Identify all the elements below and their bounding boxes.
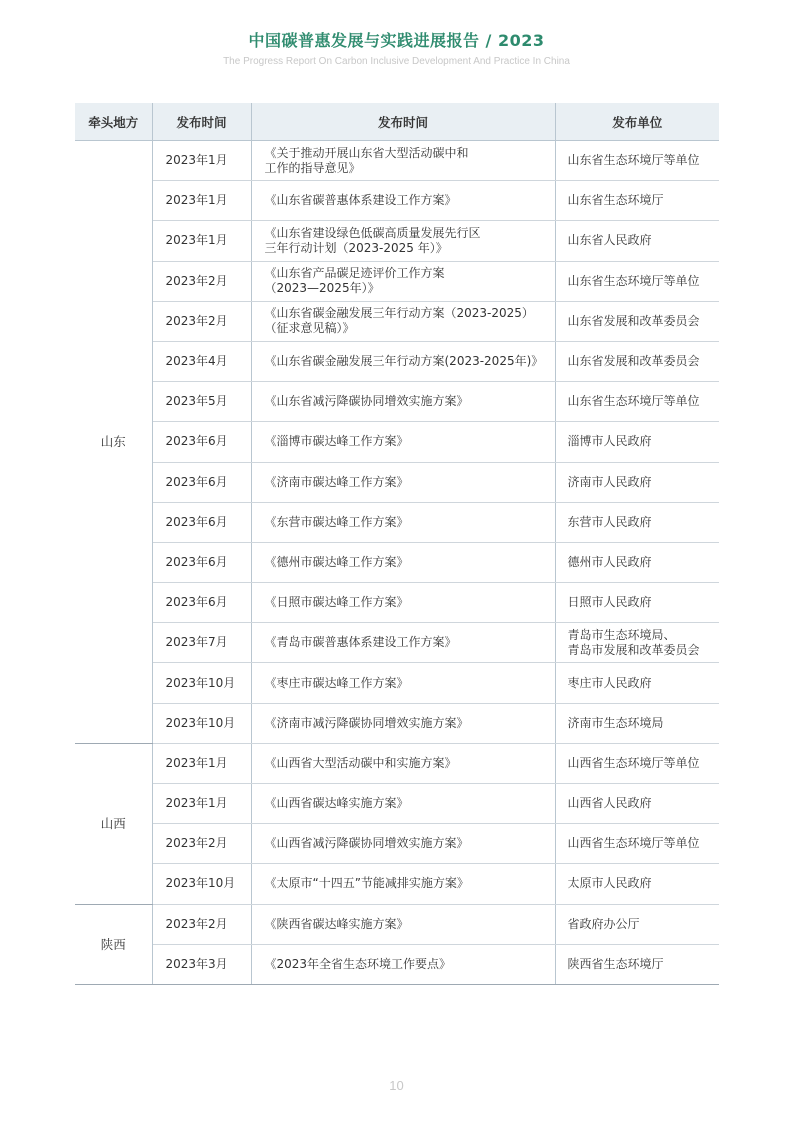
- document-cell: [251, 462, 555, 502]
- unit-cell: [555, 944, 719, 984]
- unit-line: 东营市人民政府: [567, 514, 652, 529]
- unit-cell: [555, 583, 719, 623]
- unit-cell: [555, 623, 719, 663]
- date-cell: 2023年6月: [152, 583, 251, 623]
- document-cell: [251, 944, 555, 984]
- unit-line: 山西省生态环境厅等单位: [567, 755, 700, 770]
- unit-cell: [555, 261, 719, 301]
- unit-cell: [555, 301, 719, 341]
- document-cell: [251, 542, 555, 582]
- table-body: [75, 141, 719, 985]
- document-cell: [251, 382, 555, 422]
- date-cell: 2023年1月: [152, 181, 251, 221]
- unit-line: 山东省生态环境厅等单位: [567, 273, 700, 288]
- date-cell: 2023年5月: [152, 382, 251, 422]
- document-cell: [251, 141, 555, 181]
- document-title-line: 《济南市减污降碳协同增效实施方案》: [264, 715, 469, 730]
- document-title-line: 《淄博市碳达峰工作方案》: [264, 434, 409, 449]
- table-row: [75, 382, 719, 422]
- document-cell: [251, 261, 555, 301]
- date-cell: 2023年6月: [152, 502, 251, 542]
- unit-cell: [555, 824, 719, 864]
- unit-cell: [555, 462, 719, 502]
- table-row: [75, 261, 719, 301]
- unit-cell: [555, 703, 719, 743]
- region-cell: 山西: [75, 743, 152, 904]
- unit-cell: [555, 864, 719, 904]
- document-title-line: 《山东省建设绿色低碳高质量发展先行区: [264, 225, 481, 240]
- unit-cell: [555, 904, 719, 944]
- report-title: 中国碳普惠发展与实践进展报告 / 2023: [248, 31, 545, 50]
- table-row: [75, 341, 719, 381]
- date-cell: 2023年2月: [152, 824, 251, 864]
- unit-line: 青岛市生态环境局、: [567, 627, 676, 642]
- table-row: [75, 141, 719, 181]
- date-cell: 2023年6月: [152, 462, 251, 502]
- table-row: [75, 663, 719, 703]
- document-cell: [251, 583, 555, 623]
- table-row: [75, 944, 719, 984]
- document-title-line: 三年行动计划（2023-2025 年）》: [264, 240, 448, 255]
- document-title-line: 《德州市碳达峰工作方案》: [264, 554, 409, 569]
- unit-cell: [555, 221, 719, 261]
- unit-line: 山东省人民政府: [567, 233, 652, 248]
- document-title-line: 《东营市碳达峰工作方案》: [264, 514, 409, 529]
- document-title-line: 《山东省碳金融发展三年行动方案(2023-2025年)》: [264, 354, 544, 369]
- document-title-line: 《山东省产品碳足迹评价工作方案: [264, 266, 445, 281]
- table-row: [75, 583, 719, 623]
- table-row: [75, 422, 719, 462]
- unit-line: 山西省人民政府: [567, 796, 652, 811]
- document-cell: [251, 502, 555, 542]
- document-title-line: 《济南市碳达峰工作方案》: [264, 474, 409, 489]
- date-cell: 2023年1月: [152, 743, 251, 783]
- report-subtitle: The Progress Report On Carbon Inclusive Development And Practice In China: [223, 56, 570, 67]
- unit-line: 青岛市发展和改革委员会: [567, 642, 700, 657]
- date-cell: 2023年6月: [152, 422, 251, 462]
- document-cell: [251, 663, 555, 703]
- unit-cell: [555, 181, 719, 221]
- unit-line: 济南市生态环境局: [567, 715, 664, 730]
- document-cell: [251, 221, 555, 261]
- policy-table: [75, 103, 719, 985]
- document-cell: [251, 422, 555, 462]
- document-title-line: 《山西省碳达峰实施方案》: [264, 796, 409, 811]
- document-cell: [251, 864, 555, 904]
- table-row: [75, 743, 719, 783]
- unit-line: 陕西省生态环境厅: [567, 956, 664, 971]
- table-row: [75, 221, 719, 261]
- unit-line: 济南市人民政府: [567, 474, 652, 489]
- date-cell: 2023年10月: [152, 703, 251, 743]
- table-row: [75, 462, 719, 502]
- unit-line: 山东省生态环境厅: [567, 193, 664, 208]
- table-row: [75, 542, 719, 582]
- region-cell: 陕西: [75, 904, 152, 984]
- date-cell: 2023年2月: [152, 261, 251, 301]
- document-title-line: 工作的指导意见》: [264, 160, 361, 175]
- date-cell: 2023年2月: [152, 904, 251, 944]
- column-header-date: 发布时间: [152, 103, 251, 141]
- document-title-line: （征求意见稿）》: [264, 321, 355, 336]
- document-cell: [251, 181, 555, 221]
- unit-cell: [555, 743, 719, 783]
- document-title-line: 《日照市碳达峰工作方案》: [264, 595, 409, 610]
- column-header-unit: 发布单位: [555, 103, 719, 141]
- document-title-line: 《山东省碳金融发展三年行动方案（2023-2025）: [264, 306, 534, 321]
- document-title-line: 《青岛市碳普惠体系建设工作方案》: [264, 635, 457, 650]
- unit-cell: [555, 784, 719, 824]
- document-cell: [251, 703, 555, 743]
- document-cell: [251, 784, 555, 824]
- unit-cell: [555, 141, 719, 181]
- document-title-line: 《2023年全省生态环境工作要点》: [264, 956, 452, 971]
- date-cell: 2023年1月: [152, 141, 251, 181]
- column-header-document: 发布时间: [251, 103, 555, 141]
- unit-cell: [555, 542, 719, 582]
- date-cell: 2023年1月: [152, 221, 251, 261]
- date-cell: 2023年1月: [152, 784, 251, 824]
- document-title-line: 《太原市“十四五”节能减排实施方案》: [264, 876, 469, 891]
- table-row: [75, 904, 719, 944]
- document-title-line: 《关于推动开展山东省大型活动碳中和: [264, 145, 469, 160]
- page-header: [0, 30, 793, 69]
- unit-line: 山东省生态环境厅等单位: [567, 153, 700, 168]
- unit-line: 淄博市人民政府: [567, 434, 652, 449]
- document-cell: [251, 824, 555, 864]
- document-title-line: 《枣庄市碳达峰工作方案》: [264, 675, 409, 690]
- page-number: 10: [389, 1078, 404, 1093]
- document-title-line: 《陕西省碳达峰实施方案》: [264, 916, 409, 931]
- table-row: [75, 703, 719, 743]
- table-row: [75, 301, 719, 341]
- unit-cell: [555, 341, 719, 381]
- unit-line: 山西省生态环境厅等单位: [567, 836, 700, 851]
- table-row: [75, 864, 719, 904]
- date-cell: 2023年10月: [152, 864, 251, 904]
- table-row: [75, 784, 719, 824]
- table-row: [75, 824, 719, 864]
- unit-line: 山东省生态环境厅等单位: [567, 394, 700, 409]
- unit-line: 山东省发展和改革委员会: [567, 354, 700, 369]
- document-cell: [251, 301, 555, 341]
- unit-line: 山东省发展和改革委员会: [567, 313, 700, 328]
- date-cell: 2023年7月: [152, 623, 251, 663]
- table-row: [75, 502, 719, 542]
- table-row: [75, 623, 719, 663]
- unit-cell: [555, 502, 719, 542]
- document-cell: [251, 743, 555, 783]
- date-cell: 2023年2月: [152, 301, 251, 341]
- document-title-line: 《山西省减污降碳协同增效实施方案》: [264, 836, 469, 851]
- unit-cell: [555, 382, 719, 422]
- unit-line: 太原市人民政府: [567, 876, 652, 891]
- region-cell: 山东: [75, 141, 152, 744]
- unit-line: 德州市人民政府: [567, 554, 652, 569]
- table-header-row: [75, 103, 719, 141]
- document-cell: [251, 623, 555, 663]
- document-cell: [251, 341, 555, 381]
- document-title-line: 《山西省大型活动碳中和实施方案》: [264, 755, 457, 770]
- unit-line: 日照市人民政府: [567, 595, 652, 610]
- document-title-line: 《山东省碳普惠体系建设工作方案》: [264, 193, 457, 208]
- unit-line: 省政府办公厅: [567, 916, 640, 931]
- date-cell: 2023年10月: [152, 663, 251, 703]
- document-cell: [251, 904, 555, 944]
- table-row: [75, 181, 719, 221]
- date-cell: 2023年3月: [152, 944, 251, 984]
- date-cell: 2023年4月: [152, 341, 251, 381]
- unit-line: 枣庄市人民政府: [567, 675, 652, 690]
- unit-cell: [555, 663, 719, 703]
- unit-cell: [555, 422, 719, 462]
- column-header-region: 牵头地方: [75, 103, 152, 141]
- date-cell: 2023年6月: [152, 542, 251, 582]
- document-title-line: 《山东省减污降碳协同增效实施方案》: [264, 394, 469, 409]
- document-title-line: （2023—2025年）》: [264, 281, 380, 296]
